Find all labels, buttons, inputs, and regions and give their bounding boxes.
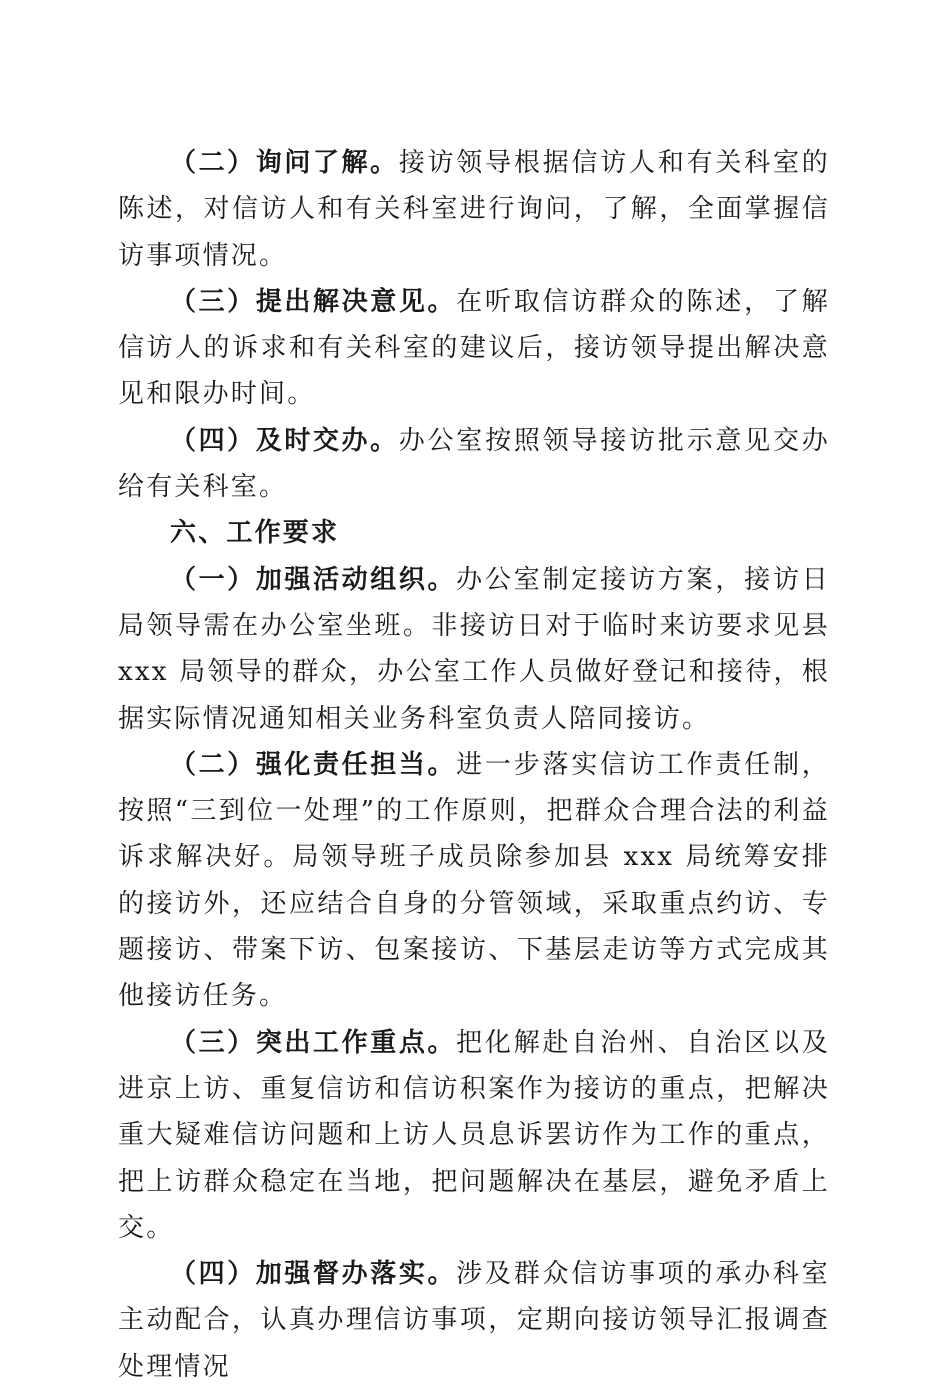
paragraph-requirement-1 — [118, 557, 830, 742]
paragraph-text: 涉及群众信访事项的承办科室主动配合，认真办理信访事项，定期向接访领导汇报调查处理情况 — [118, 1259, 830, 1382]
paragraph-requirement-4 — [118, 1251, 830, 1390]
paragraph-lead: （二）强化责任担当。 — [170, 749, 457, 780]
paragraph-inquiry — [118, 140, 830, 279]
paragraph-lead: （四）加强督办落实。 — [170, 1259, 457, 1290]
paragraph-requirement-2 — [118, 742, 830, 1020]
paragraph-text: 在听取信访群众的陈述，了解信访人的诉求和有关科室的建议后，接访领导提出解决意见和限办时间。 — [118, 286, 830, 410]
paragraph-text: 进一步落实信访工作责任制，按照“三到位一处理”的工作原则，把群众合理合法的利益诉求解决好。局领导班子成员除参加县 xxx 局统筹安排的接访外，还应结合自身的分管领域，采取重点约访、专题接访、带案下访、包案接访、下基层走访等方式完成其他接访任务。 — [118, 749, 830, 1012]
paragraph-lead: （三）突出工作重点。 — [170, 1027, 457, 1058]
section-heading: 六、工作要求 — [170, 518, 340, 549]
paragraph-lead: （四）及时交办。 — [170, 425, 399, 456]
document-body — [118, 140, 830, 1390]
paragraph-requirement-3 — [118, 1020, 830, 1251]
paragraph-text: 把化解赴自治州、自治区以及进京上访、重复信访和信访积案作为接访的重点，把解决重大疑难信访问题和上访人员息诉罢访作为工作的重点，把上访群众稳定在当地，把问题解决在基层，避免矛盾上交。 — [118, 1027, 830, 1243]
paragraph-lead: （二）询问了解。 — [170, 148, 399, 178]
paragraph-text: 接访领导根据信访人和有关科室的陈述，对信访人和有关科室进行询问，了解，全面掌握信访事项情况。 — [118, 148, 830, 271]
paragraph-lead: （三）提出解决意见。 — [170, 286, 457, 317]
paragraph-timely-assignment — [118, 418, 830, 511]
paragraph-lead: （一）加强活动组织。 — [170, 564, 457, 595]
paragraph-text: 办公室按照领导接访批示意见交办给有关科室。 — [118, 425, 830, 503]
paragraph-text: 办公室制定接访方案，接访日局领导需在办公室坐班。非接访日对于临时来访要求见县 xxx 局领导的群众，办公室工作人员做好登记和接待，根据实际情况通知相关业务科室负责人陪同接访。 — [118, 564, 830, 734]
paragraph-propose-solution — [118, 279, 830, 418]
